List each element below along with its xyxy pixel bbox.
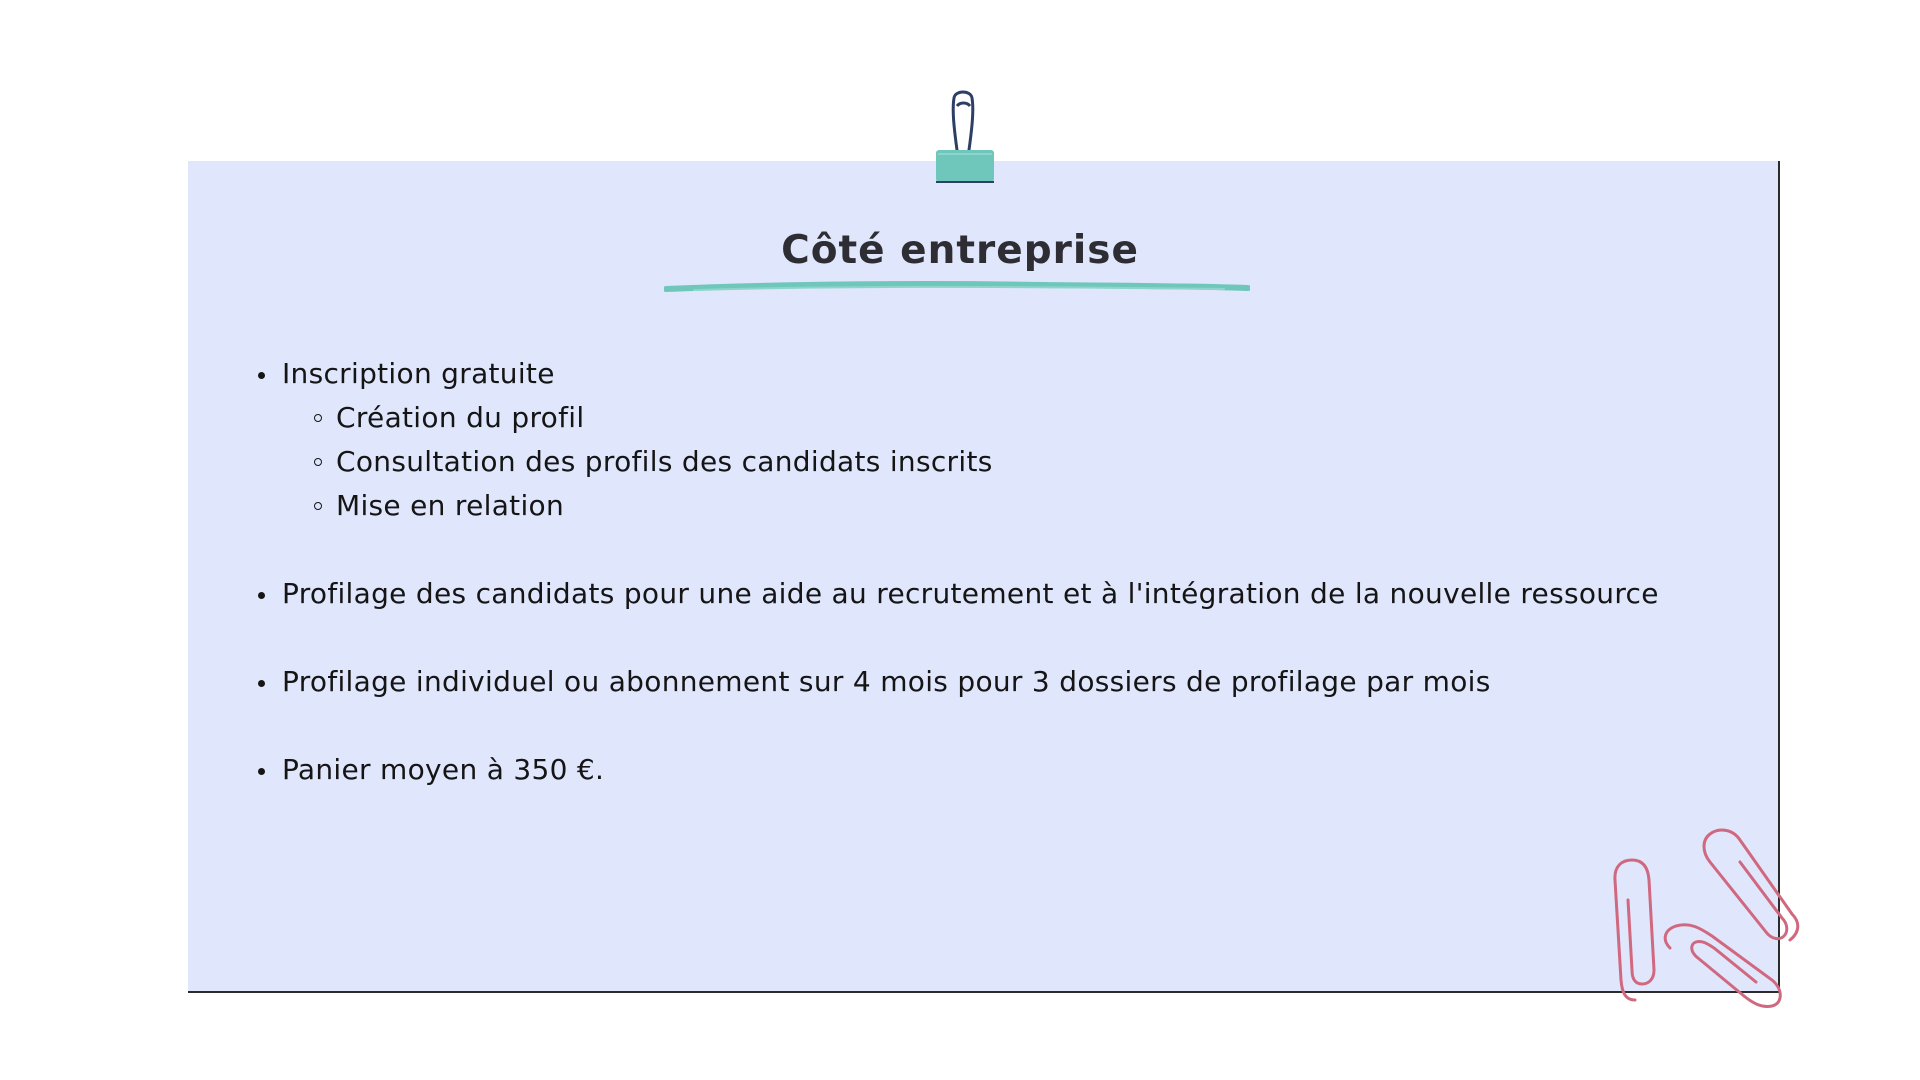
title-underline [664,280,1250,294]
sub-list-item: Mise en relation [254,484,1734,528]
paperclip-icon [1704,830,1798,940]
list-item: Inscription gratuite [254,352,1734,396]
sub-list-item: Création du profil [254,396,1734,440]
list-item: Profilage individuel ou abonnement sur 4 mois pour 3 dossiers de profilage par mois [254,660,1734,704]
bullet-list [254,352,1734,792]
binder-clip-icon [930,88,1000,183]
paperclips-decoration [1590,820,1840,1020]
list-item: Profilage des candidats pour une aide au recrutement et à l'intégration de la nouvelle ressource [254,572,1734,616]
paperclip-icon [1665,925,1780,1007]
sub-list-item: Consultation des profils des candidats inscrits [254,440,1734,484]
sub-list [254,396,1734,528]
page-title: Côté entreprise [781,228,1139,273]
list-item: Panier moyen à 350 €. [254,748,1734,792]
paperclip-icon [1615,860,1654,1000]
